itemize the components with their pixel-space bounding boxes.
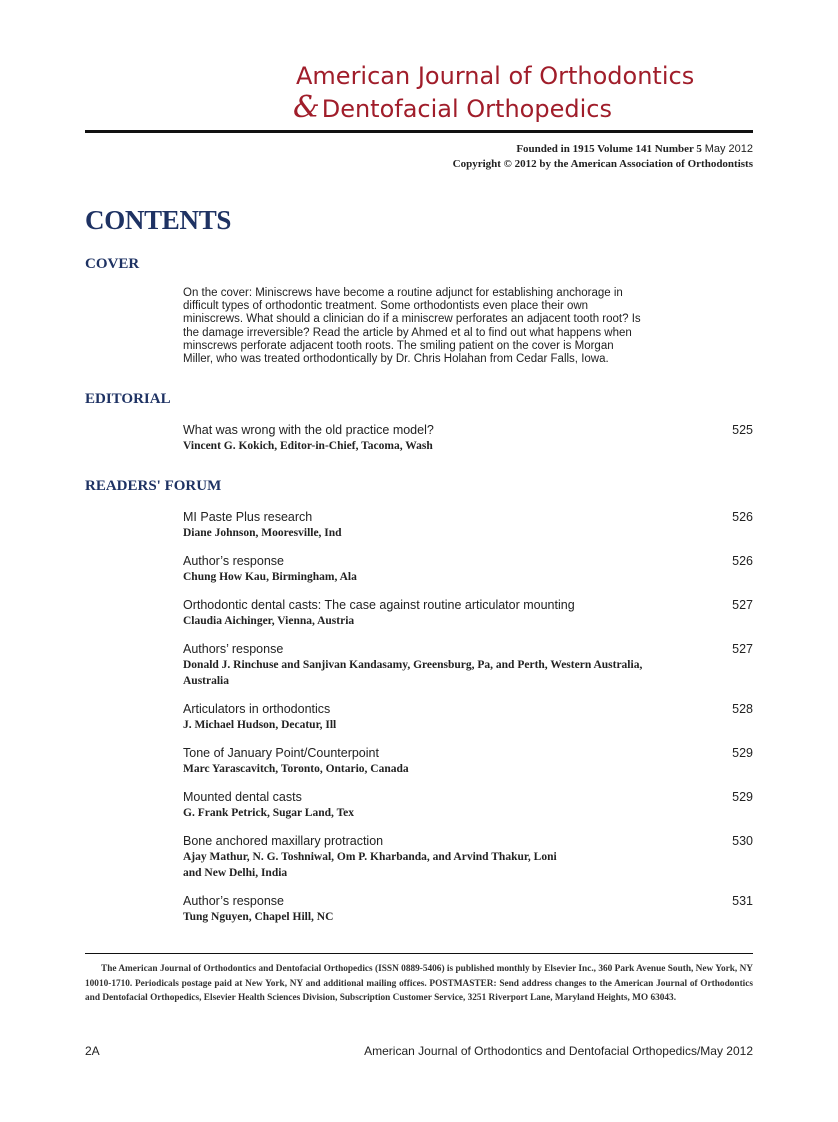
- entry-page-number: 531: [732, 894, 753, 908]
- entry-page-number: 530: [732, 834, 753, 848]
- journal-title-line-2-row: [293, 92, 753, 125]
- journal-masthead: [293, 60, 753, 125]
- entry-page-number: 528: [732, 702, 753, 716]
- page-folio: 2A: [85, 1044, 100, 1058]
- section-heading-cover: COVER: [85, 256, 140, 272]
- entry-authors: G. Frank Petrick, Sugar Land, Tex: [183, 807, 355, 819]
- entry-page-number: 529: [732, 746, 753, 760]
- toc-entry[interactable]: [183, 833, 753, 881]
- ampersand: &: [293, 90, 320, 125]
- entry-title[interactable]: MI Paste Plus research: [183, 510, 313, 524]
- issue-line: [453, 142, 753, 157]
- entry-title[interactable]: Author’s response: [183, 554, 284, 568]
- entry-title[interactable]: Mounted dental casts: [183, 790, 302, 804]
- cover-description: [183, 287, 703, 366]
- entry-title[interactable]: Orthodontic dental casts: The case against routine articulator mounting: [183, 598, 575, 612]
- journal-title-line-1: American Journal of Orthodontics: [296, 62, 695, 90]
- cover-line: On the cover: Miniscrews have become a routine adjunct for establishing anchorage in: [183, 287, 623, 299]
- entry-title[interactable]: Bone anchored maxillary protraction: [183, 834, 384, 848]
- cover-line: miniscrews. What should a clinician do if a miniscrew perforates an adjacent tooth root? Is: [183, 313, 641, 326]
- entry-authors: Ajay Mathur, N. G. Toshniwal, Om P. Kharbanda, and Arvind Thakur, Loni and New Delhi, India: [183, 851, 557, 879]
- entry-authors: Tung Nguyen, Chapel Hill, NC: [183, 911, 334, 923]
- section-heading-editorial: EDITORIAL: [85, 391, 171, 407]
- entry-title[interactable]: Author’s response: [183, 894, 284, 908]
- issue-date: May 2012: [704, 143, 753, 155]
- entry-authors: J. Michael Hudson, Decatur, Ill: [183, 719, 337, 731]
- cover-line: the damage irreversible? Read the article by Ahmed et al to find out what happens when: [183, 326, 632, 339]
- entry-title[interactable]: Authors’ response: [183, 642, 284, 656]
- entry-authors: Claudia Aichinger, Vienna, Austria: [183, 615, 355, 627]
- toc-entry[interactable]: [183, 701, 753, 733]
- publication-note: The American Journal of Orthodontics and Dentofacial Orthopedics (ISSN 0889-5406) is published monthly by Elsevier Inc., 360 Park Avenue South, New York, NY 10010-1710. Periodicals postage paid at New York, NY and additional mailing offices. POSTMASTER: Send address changes to the American Journal of Orthodontics and Dentofacial Orthopedics, Elsevier Health Sciences Division, Subscription Customer Service, 3251 Riverport Lane, Maryland Heights, MO 63043.: [85, 964, 753, 1004]
- issue-info: [453, 142, 753, 172]
- entry-page-number: 526: [732, 554, 753, 568]
- copyright: Copyright © 2012 by the American Association of Orthodontists: [452, 158, 753, 170]
- toc-entry[interactable]: [183, 745, 753, 777]
- entry-title[interactable]: Tone of January Point/Counterpoint: [183, 746, 379, 760]
- bottom-divider: [85, 953, 753, 954]
- cover-line: Miller, who was treated orthodontically by Dr. Chris Holahan from Cedar Falls, Iowa.: [183, 353, 609, 366]
- entry-page-number: 529: [732, 790, 753, 804]
- toc-entry[interactable]: [183, 641, 753, 689]
- cover-line: minscrews perforate adjacent tooth roots. The smiling patient on the cover is Morgan: [183, 339, 614, 352]
- toc-entry[interactable]: [183, 893, 753, 925]
- entry-authors: Diane Johnson, Mooresville, Ind: [183, 527, 342, 539]
- toc-entry[interactable]: [183, 553, 753, 585]
- toc-entry[interactable]: [183, 422, 753, 454]
- cover-line: difficult types of orthodontic treatment. Some orthodontists even place their own: [183, 300, 589, 313]
- entry-page-number: 527: [732, 642, 753, 656]
- entry-title[interactable]: Articulators in orthodontics: [183, 702, 331, 716]
- toc-entry[interactable]: [183, 789, 753, 821]
- section-heading-readers-forum: READERS' FORUM: [85, 478, 222, 494]
- toc-entry[interactable]: [183, 597, 753, 629]
- issue-volume: Founded in 1915 Volume 141 Number 5: [516, 143, 702, 155]
- entry-page-number: 527: [732, 598, 753, 612]
- entry-authors: Vincent G. Kokich, Editor-in-Chief, Tacoma, Wash: [183, 440, 433, 452]
- top-divider: [85, 130, 753, 133]
- contents-title: CONTENTS: [85, 205, 232, 235]
- entry-authors: Chung How Kau, Birmingham, Ala: [183, 571, 357, 583]
- journal-title-line-2: Dentofacial Orthopedics: [321, 95, 612, 123]
- toc-entry[interactable]: [183, 509, 753, 541]
- running-title: American Journal of Orthodontics and Dentofacial Orthopedics/May 2012: [364, 1044, 753, 1058]
- entry-authors: Donald J. Rinchuse and Sanjivan Kandasamy, Greensburg, Pa, and Perth, Western Australia, Australia: [183, 659, 643, 687]
- entry-title[interactable]: What was wrong with the old practice model?: [183, 423, 434, 437]
- entry-authors: Marc Yarascavitch, Toronto, Ontario, Canada: [183, 763, 409, 775]
- entry-page-number: 526: [732, 510, 753, 524]
- entry-page-number: 525: [732, 423, 753, 437]
